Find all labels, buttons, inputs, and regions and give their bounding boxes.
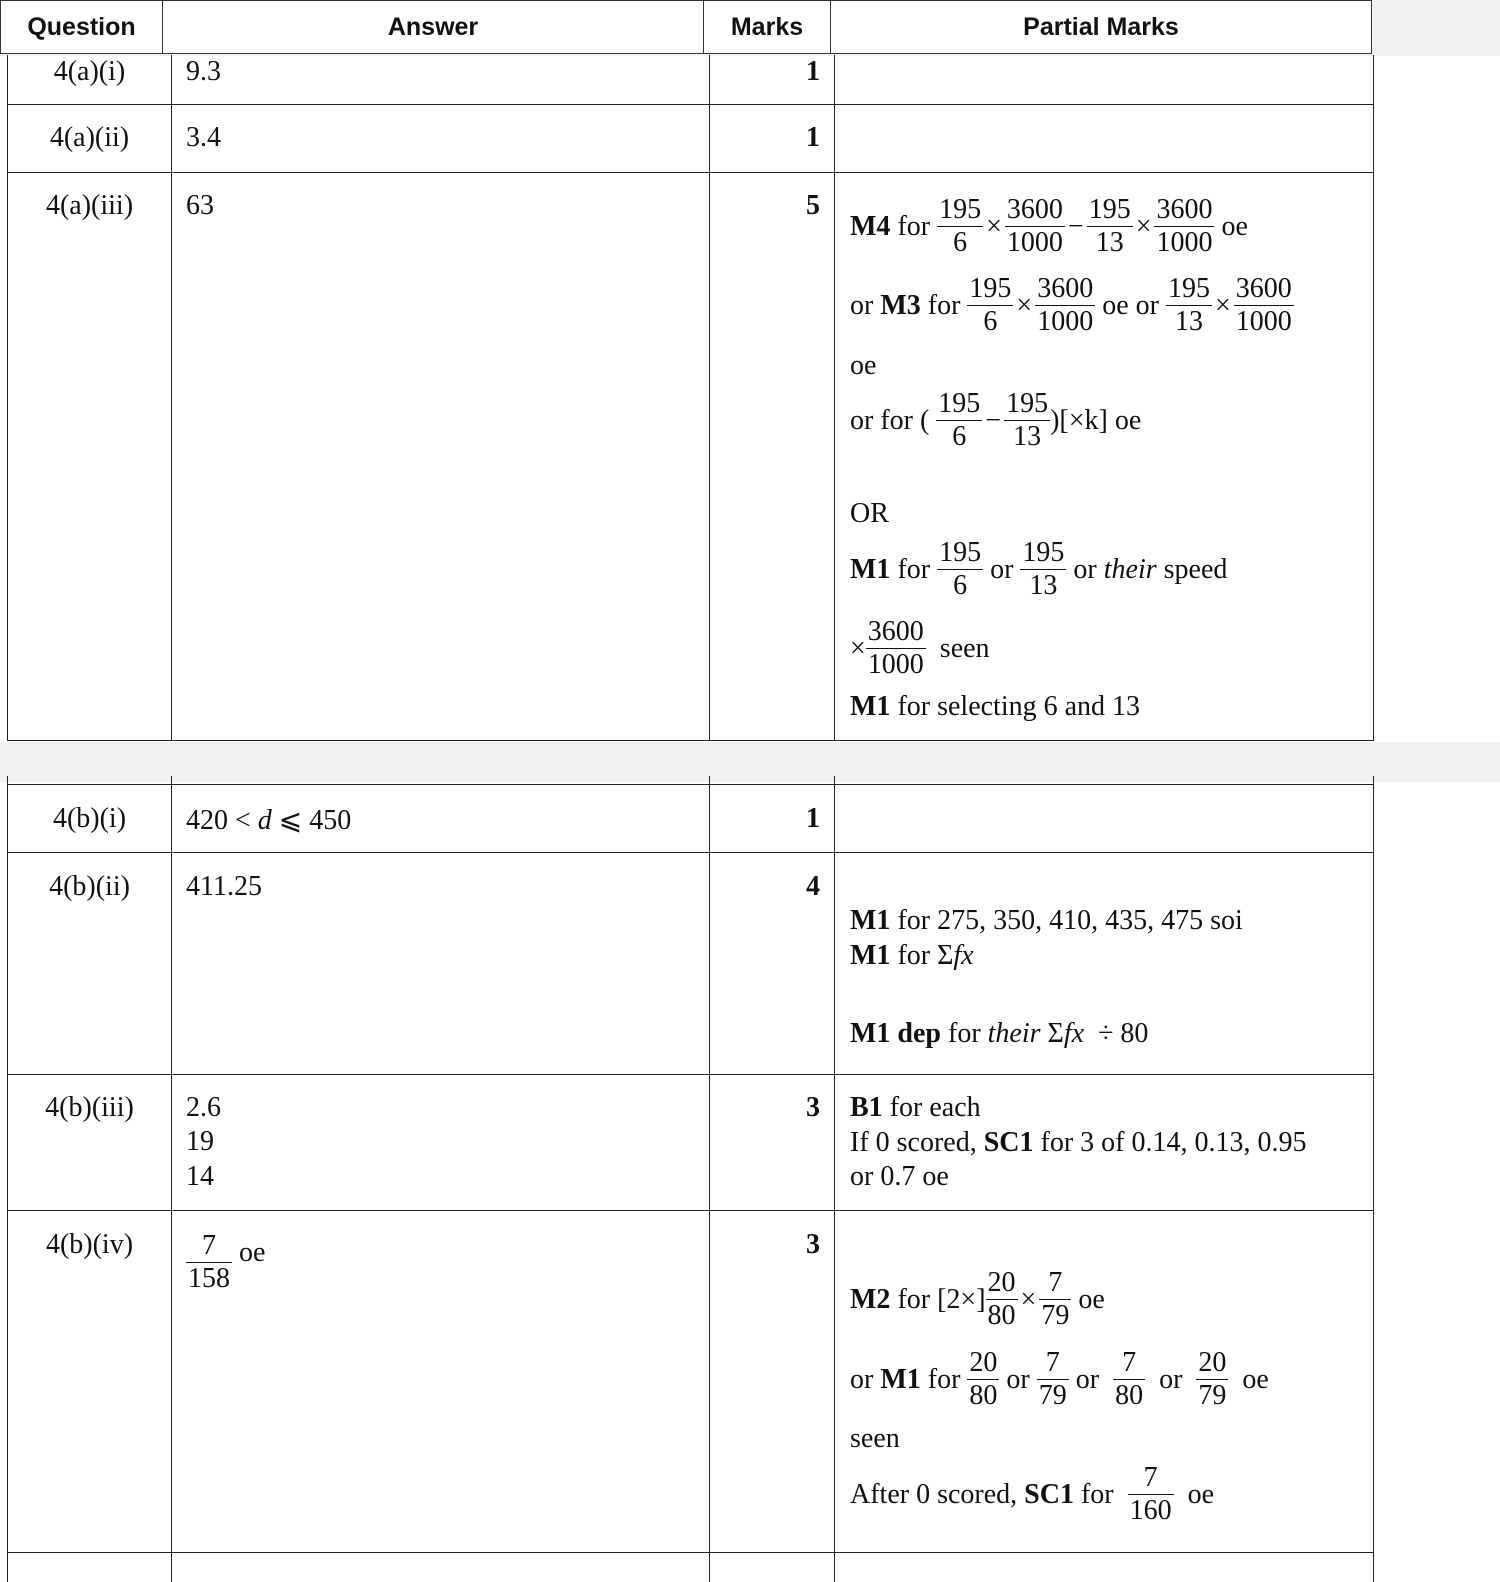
text: 420 < [186, 805, 251, 836]
text: oe [1221, 210, 1248, 242]
fraction [1128, 1462, 1174, 1527]
partial-mark-line [850, 194, 1248, 259]
numerator: 195 [939, 537, 982, 568]
question-label: 4(b)(iv) [45, 1229, 134, 1260]
partial-mark-line [850, 905, 1243, 937]
divider [834, 776, 835, 1582]
partial-mark-line [850, 691, 1140, 723]
fraction [1166, 273, 1212, 338]
fraction [967, 1347, 999, 1412]
text: ⩽ 450 [278, 805, 352, 836]
partial-mark-line: or 0.7 oe [850, 1161, 949, 1192]
operator: × [1016, 289, 1033, 321]
numerator: 3600 [1037, 273, 1094, 304]
column-header-answer: Answer [162, 0, 704, 54]
text: )[×k] [1050, 404, 1108, 436]
text: for Σ [897, 940, 954, 971]
text: or [1159, 1363, 1183, 1395]
denominator: 1000 [1235, 306, 1292, 337]
text: their [1103, 553, 1157, 585]
fraction [937, 194, 983, 259]
denominator: 160 [1129, 1495, 1172, 1526]
marks-value: 3 [806, 1229, 820, 1260]
fraction [1035, 273, 1095, 338]
divider [171, 776, 172, 1582]
fraction [967, 273, 1013, 338]
divider [7, 172, 1374, 173]
mark-code: SC1 [983, 1127, 1034, 1158]
operator: × [850, 632, 866, 664]
partial-mark-line [850, 1092, 981, 1124]
numerator: 7 [1128, 1462, 1174, 1495]
text: for 3 of 0.14, 0.13, 0.95 [1040, 1127, 1307, 1158]
numerator: 7 [186, 1230, 232, 1263]
denominator: 1000 [1006, 227, 1063, 258]
fraction [186, 1230, 232, 1295]
denominator: 79 [1198, 1380, 1227, 1411]
text: ÷ 80 [1098, 1018, 1149, 1049]
mark-code: M1 dep [850, 1018, 941, 1049]
text: oe or [1102, 289, 1159, 321]
operator: × [1020, 1283, 1037, 1315]
question-label: 4(b)(i) [52, 803, 127, 834]
text: or [1006, 1363, 1030, 1395]
divider [7, 784, 1374, 785]
question-label: 4(a)(iii) [45, 190, 134, 221]
text: or [1073, 553, 1097, 585]
operator: × [986, 210, 1002, 242]
denominator: 6 [952, 421, 967, 452]
numerator: 20 [969, 1347, 998, 1378]
denominator: 13 [1174, 306, 1203, 337]
answer-value: 411.25 [186, 871, 262, 902]
denominator: 6 [983, 306, 998, 337]
operator: − [1067, 210, 1084, 242]
text: oe [1187, 1478, 1215, 1510]
numerator: 195 [1022, 537, 1065, 568]
numerator: 3600 [867, 616, 924, 647]
divider [7, 55, 8, 741]
mark-code: M1 [850, 553, 891, 585]
text: or [990, 553, 1014, 585]
text: their [987, 1018, 1041, 1049]
divider [1373, 776, 1374, 1582]
text: for [927, 289, 961, 321]
text: seen [939, 632, 990, 664]
text: [2×] [937, 1283, 986, 1315]
numerator: 195 [969, 273, 1012, 304]
partial-mark-line [850, 388, 1141, 453]
fraction [1037, 1347, 1069, 1412]
text: or [1075, 1363, 1100, 1395]
text: for [927, 1363, 961, 1395]
partial-mark-line [850, 1267, 1105, 1332]
fraction [1005, 194, 1065, 259]
numerator: 195 [1006, 388, 1049, 419]
variable: d [257, 805, 272, 836]
fraction [1154, 194, 1214, 259]
divider [7, 104, 1374, 105]
question-label: 4(b)(ii) [49, 871, 130, 902]
text: or for ( [850, 404, 930, 436]
numerator: 195 [939, 194, 982, 225]
text: oe [1114, 404, 1142, 436]
question-label: 4(a)(i) [53, 56, 126, 87]
numerator: 195 [1167, 273, 1210, 304]
fraction [866, 616, 926, 681]
answer-value: 14 [186, 1161, 214, 1192]
denominator: 13 [1013, 421, 1042, 452]
text: oe [239, 1236, 266, 1268]
marks-value: 1 [806, 803, 820, 834]
divider [7, 852, 1374, 853]
answer-value: 3.4 [186, 122, 221, 153]
fraction [1234, 273, 1294, 338]
text: After 0 scored, [850, 1478, 1018, 1510]
numerator: 20 [1198, 1347, 1227, 1378]
denominator: 13 [1029, 570, 1058, 601]
numerator: 7 [1037, 1347, 1069, 1380]
mark-code: M2 [850, 1283, 891, 1315]
divider [171, 55, 172, 741]
partial-mark-line [850, 1462, 1214, 1527]
denominator: 158 [188, 1263, 230, 1294]
question-label: 4(a)(ii) [49, 122, 130, 153]
text: for each [889, 1092, 981, 1123]
divider [7, 1074, 1374, 1075]
divider [7, 740, 1374, 741]
denominator: 13 [1095, 227, 1124, 258]
numerator: 20 [987, 1267, 1016, 1298]
mark-code: M1 [880, 1363, 921, 1395]
column-header-partial-marks: Partial Marks [830, 0, 1372, 54]
denominator: 1000 [1156, 227, 1213, 258]
mark-code: M1 [850, 940, 891, 971]
fraction [1039, 1267, 1071, 1332]
text: oe [1242, 1363, 1269, 1395]
fraction [937, 537, 983, 602]
denominator: 1000 [1037, 306, 1094, 337]
fraction [1196, 1347, 1228, 1412]
fraction [1004, 388, 1050, 453]
mark-code: M1 [850, 691, 891, 722]
denominator: 6 [953, 570, 968, 601]
operator: × [1135, 210, 1152, 242]
numerator: 3600 [1235, 273, 1292, 304]
text: for selecting 6 and 13 [897, 691, 1141, 722]
column-header-question: Question [0, 0, 163, 54]
denominator: 80 [1115, 1380, 1144, 1411]
text: for [948, 1018, 981, 1049]
answer-value: 9.3 [186, 56, 221, 87]
mark-code: B1 [850, 1092, 883, 1123]
marks-value: 4 [806, 871, 820, 902]
denominator: 1000 [867, 649, 924, 680]
marks-value: 1 [806, 122, 820, 153]
partial-mark-line [850, 1347, 1269, 1412]
denominator: 80 [969, 1380, 998, 1411]
divider [7, 1552, 1374, 1553]
variable: fx [953, 940, 974, 971]
text: for [897, 210, 931, 242]
text: for [897, 1283, 931, 1315]
text: speed [1163, 553, 1228, 585]
text: for [1080, 1478, 1114, 1510]
partial-mark-line [850, 940, 974, 972]
operator: − [985, 404, 1002, 436]
divider [7, 1210, 1374, 1211]
divider [834, 55, 835, 741]
fraction [986, 1267, 1018, 1332]
partial-mark-line: OR [850, 498, 889, 529]
divider [1373, 55, 1374, 741]
numerator: 7 [1039, 1267, 1071, 1300]
partial-mark-line [850, 537, 1227, 602]
text: or [850, 1363, 874, 1395]
text: oe [1078, 1283, 1105, 1315]
divider [709, 55, 710, 741]
denominator: 6 [953, 227, 968, 258]
answer-value: 2.6 [186, 1092, 221, 1123]
partial-mark-line [850, 273, 1294, 338]
numerator: 195 [938, 388, 981, 419]
marks-value: 1 [806, 56, 820, 87]
operator: × [1214, 289, 1231, 321]
denominator: 80 [987, 1300, 1016, 1331]
fraction [1020, 537, 1066, 602]
answer-value [186, 803, 351, 837]
mark-code: M1 [850, 905, 891, 936]
mark-code: M3 [880, 289, 921, 321]
numerator: 3600 [1156, 194, 1213, 225]
column-header-marks: Marks [703, 0, 831, 54]
partial-mark-line [850, 1018, 1148, 1050]
mark-code: M4 [850, 210, 891, 242]
text: for 275, 350, 410, 435, 475 soi [897, 905, 1243, 936]
fraction [1087, 194, 1133, 259]
marks-value: 3 [806, 1092, 820, 1123]
partial-mark-line [850, 1127, 1307, 1159]
text: or [850, 289, 874, 321]
partial-mark-line [850, 616, 990, 681]
numerator: 7 [1113, 1347, 1145, 1380]
text: for [897, 553, 931, 585]
question-label: 4(b)(iii) [45, 1092, 134, 1123]
fraction [936, 388, 982, 453]
answer-value: 63 [186, 190, 214, 221]
text: Σ [1047, 1018, 1064, 1049]
numerator: 3600 [1006, 194, 1063, 225]
partial-mark-line: oe [850, 350, 877, 381]
denominator: 79 [1041, 1300, 1070, 1331]
page-break [0, 742, 1500, 782]
answer-value: 19 [186, 1126, 214, 1157]
mark-code: SC1 [1024, 1478, 1074, 1510]
numerator: 195 [1088, 194, 1131, 225]
answer-value [186, 1230, 265, 1295]
text: If 0 scored, [850, 1127, 977, 1158]
marks-value: 5 [806, 190, 820, 221]
denominator: 79 [1038, 1380, 1067, 1411]
variable: fx [1063, 1018, 1085, 1049]
fraction [1113, 1347, 1145, 1412]
partial-mark-line: seen [850, 1423, 900, 1454]
